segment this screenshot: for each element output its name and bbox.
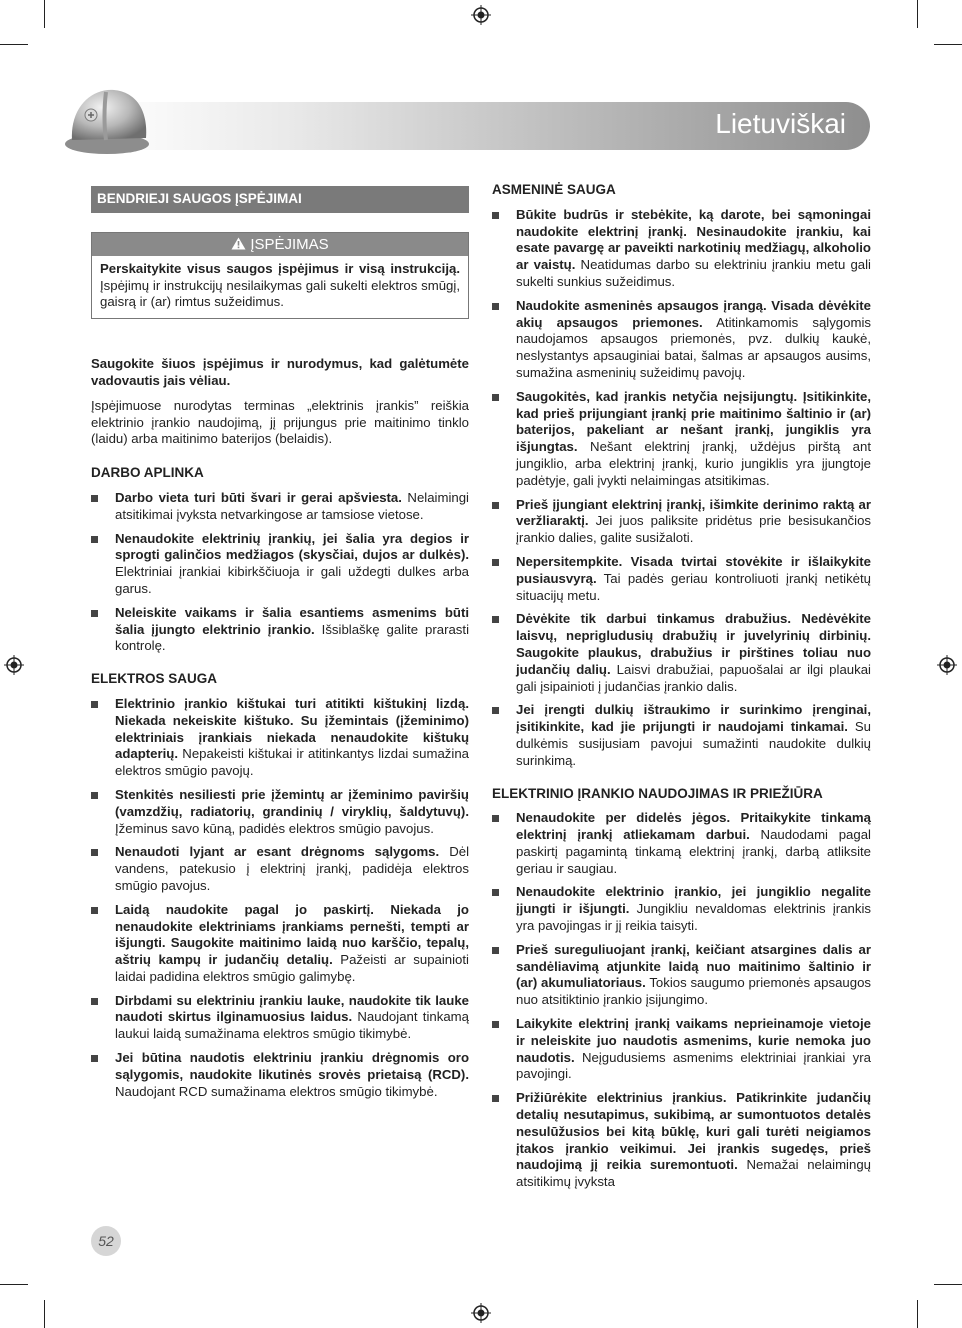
list-item: Nenaudokite elektrinio įrankio, jei jungiklio negalite įjungti ir išjungti. Jungikliu nevaldomas elektrinis įrankis yra pavojingas ir jį reikia taisyti. — [492, 884, 871, 934]
list-item: Laidą naudokite pagal jo paskirtį. Niekada jo nenaudokite elektriniams įrankiams pernešti, tempti ar išjungti. Saugokite maitinimo laidą nuo karščio, tepalų, aštrių kampų ir judančių detalių. Pažeisti ar supainioti laidai padidina elektros smūgio galimybę. — [91, 902, 469, 986]
list-item: Darbo vieta turi būti švari ir gerai apšviesta. Nelaimingi atsitikimai įvyksta netvarkingose ar tamsiose vietose. — [91, 490, 469, 524]
list-item: Saugokitės, kad įrankis netyčia neįsijungtų. Įsitikinkite, kad prieš prijungiant įrankį prie maitinimo šaltinio ir (ar) baterijos, pakeliant ar nešant įrankį, jungiklis yra išjungtas. Nešant elektrinį įrankį, uždėjus pirštą ant jungiklio, arba elektrinį įrankį, kurio jungiklis yra įjungtoje padėtyje, gali įvykti nelaimingas atsitikimas. — [492, 389, 871, 490]
list-item: Naudokite asmeninės apsaugos įrangą. Visada dėvėkite akių apsaugos priemones. Atitinkamomis sąlygomis naudojamos apsaugos priemonės, pvz. dulkių kaukė, neslystantys apsauginiai batai, šalmas ar apsaugos ausims, sumažina asmeninių sužeidimų pavojų. — [492, 298, 871, 382]
registration-mark-icon — [471, 1303, 491, 1323]
right-column — [492, 182, 871, 1198]
registration-mark-icon — [471, 5, 491, 25]
list-item: Jei būtina naudotis elektriniu įrankiu drėgnomis oro sąlygomis, naudokite likutinės srovės prietaisą (RCD). Naudojant RCD sumažinama elektros smūgio tikimybė. — [91, 1050, 469, 1100]
work-area-list — [91, 490, 469, 655]
crop-mark — [934, 1284, 962, 1285]
left-column — [91, 182, 469, 1107]
crop-mark — [917, 1300, 918, 1328]
list-item: Stenkitės nesiliesti prie įžemintų ar įžeminimo paviršių (vamzdžių, radiatorių, grandinių / viryklių, šaldytuvų). Įžeminus savo kūną, padidės elektros smūgio pavojus. — [91, 787, 469, 837]
warning-box — [91, 232, 469, 319]
list-item: Nenaudokite per didelės jėgos. Pritaikykite tinkamą elektrinį įrankį atliekamam darbui. Naudodami pagal paskirtį pagamintą tinkamą elektrinį įrankį, darbą atliksite geriau ir saugiau. — [492, 810, 871, 877]
tool-use-care-list — [492, 810, 871, 1191]
language-title: Lietuviškai — [715, 108, 846, 139]
warning-header — [92, 233, 468, 256]
crop-mark — [44, 0, 45, 28]
registration-mark-icon — [4, 655, 24, 675]
list-item: Prieš sureguliuojant įrankį, keičiant atsargines dalis ar sandėliavimą atjunkite laidą nuo maitinimo šaltinio ir (ar) akumuliatoriaus. Tokios saugumo priemonės apsaugos nuo atsitiktinio įrankio įsijungimo. — [492, 942, 871, 1009]
warning-triangle-icon — [231, 237, 246, 250]
warning-title: ĮSPĖJIMAS — [250, 235, 329, 253]
crop-mark — [0, 44, 28, 45]
language-header-band — [100, 102, 870, 150]
heading-tool-use-care: ELEKTRINIO ĮRANKIO NAUDOJIMAS IR PRIEŽIŪRA — [492, 785, 823, 801]
list-item: Neleiskite vaikams ir šalia esantiems asmenims būti šalia įjungto elektrinio įrankio. Išsiblaškę galite prarasti kontrolę. — [91, 605, 469, 655]
list-item: Nenaudoti lyjant ar esant drėgnoms sąlygoms. Dėl vandens, patekusio į elektrinį įrankį, padidėja elektros smūgio pavojus. — [91, 844, 469, 894]
heading-electrical-safety: ELEKTROS SAUGA — [91, 671, 218, 687]
crop-mark — [0, 1284, 28, 1285]
list-item: Dėvėkite tik darbui tinkamus drabužius. Nedėvėkite laisvų, neprigludusių drabužių ir juvelyrinių dirbinių. Saugokite plaukus, drabužius ir pirštines toliau nuo judančių dalių. Laisvi drabužiai, papuošalai ar ilgi plaukai gali įsipainioti į judančias įrankio dalis. — [492, 611, 871, 695]
warning-bold-text: Perskaitykite visus saugos įspėjimus ir visą instrukciją. — [100, 260, 460, 276]
crop-mark — [934, 44, 962, 45]
warning-plain-text: Įspėjimų ir instrukcijų nesilaikymas gali sukelti elektros smūgį, gaisrą ir (ar) rimtus sužeidimus. — [100, 277, 460, 310]
electrical-safety-list — [91, 696, 469, 1101]
registration-mark-icon — [937, 655, 957, 675]
heading-work-area: DARBO APLINKA — [91, 465, 204, 481]
section-title: BENDRIEJI SAUGOS ĮSPĖJIMAI — [91, 186, 469, 213]
list-item: Dirbdami su elektriniu įrankiu lauke, naudokite tik lauke naudoti skirtus ilginamuosius laidus. Naudojant tinkamą laukui laidą sumažinama elektros smūgio tikimybė. — [91, 993, 469, 1043]
list-item: Nepersitempkite. Visada tvirtai stovėkite ir išlaikykite pusiausvyrą. Tai padės geriau kontroliuoti įrankį netikėtų situacijų metu. — [492, 554, 871, 604]
list-item: Elektrinio įrankio kištukai turi atitikti kištukinį lizdą. Niekada nekeiskite kištuko. Su įžemintais (įžeminimo) elektriniais įrankiais niekada nenaudokite kištukų adapterių. Nepakeisti kištukai ir atitinkantys lizdai sumažina elektros smūgio pavojų. — [91, 696, 469, 780]
list-item: Būkite budrūs ir stebėkite, ką darote, bei sąmoningai naudokite elektrinį įrankį. Nesinaudokite įrankiu, kai esate pavargę ar paveikti narkotinių medžiagų, alkoholio ar vaistų. Neatidumas darbo su elektriniu įrankiu metu gali sukelti sunkius sužeidimus. — [492, 207, 871, 291]
list-item: Prieš įjungiant elektrinį įrankį, išimkite derinimo raktą ar veržliaraktį. Jei juos paliksite pridėtus prie besisukančios įrankio dalies, galite susižaloti. — [492, 497, 871, 547]
list-item: Nenaudokite elektrinių įrankių, jei šalia yra degios ir sprogti galinčios medžiagos (skysčiai, dujos ar dulkės). Elektriniai įrankiai kibirkščiuoja ir gali uždegti dulkes arba garus. — [91, 531, 469, 598]
crop-mark — [44, 1300, 45, 1328]
intro-paragraph: Įspėjimuose nurodytas terminas „elektrinis įrankis” reiškia elektrinio įrankio naudojimą, jį prijungus prie maitinimo tinklo (laidu) arba maitinimo baterijos (belaidis). — [91, 397, 469, 447]
keep-instructions-note: Saugokite šiuos įspėjimus ir nurodymus, kad galėtumėte vadovautis jais vėliau. — [91, 356, 469, 388]
safety-helmet-icon — [62, 82, 152, 158]
personal-safety-list — [492, 207, 871, 770]
list-item: Jei įrengti dulkių ištraukimo ir surinkimo įrenginai, įsitikinkite, kad jie prijungti ir naudojami tinkamai. Su dulkėmis susijusiam pavojui sumažinti naudokite dulkių surinkimą. — [492, 702, 871, 769]
list-item: Laikykite elektrinį įrankį vaikams neprieinamoje vietoje ir neleiskite juo naudotis asmenims, kurie nemoka juo naudotis. Neįgudusiems asmenims elektriniai įrankiai yra pavojingi. — [492, 1016, 871, 1083]
heading-personal-safety: ASMENINĖ SAUGA — [492, 182, 616, 197]
warning-text — [92, 256, 468, 318]
crop-mark — [917, 0, 918, 28]
list-item: Prižiūrėkite elektrinius įrankius. Patikrinkite judančių detalių nesutapimus, sukibimą, ar sumontuotos detalės nesulūžusios bei kitą būklę, kuri gali turėti neigiamos įtakos įrankio veikimui. Jei įrankis sugedęs, prieš naudojimą jį reikia suremontuoti. Nemažai nelaimingų atsitikimų įvyksta — [492, 1090, 871, 1191]
page-number: 52 — [91, 1226, 121, 1256]
